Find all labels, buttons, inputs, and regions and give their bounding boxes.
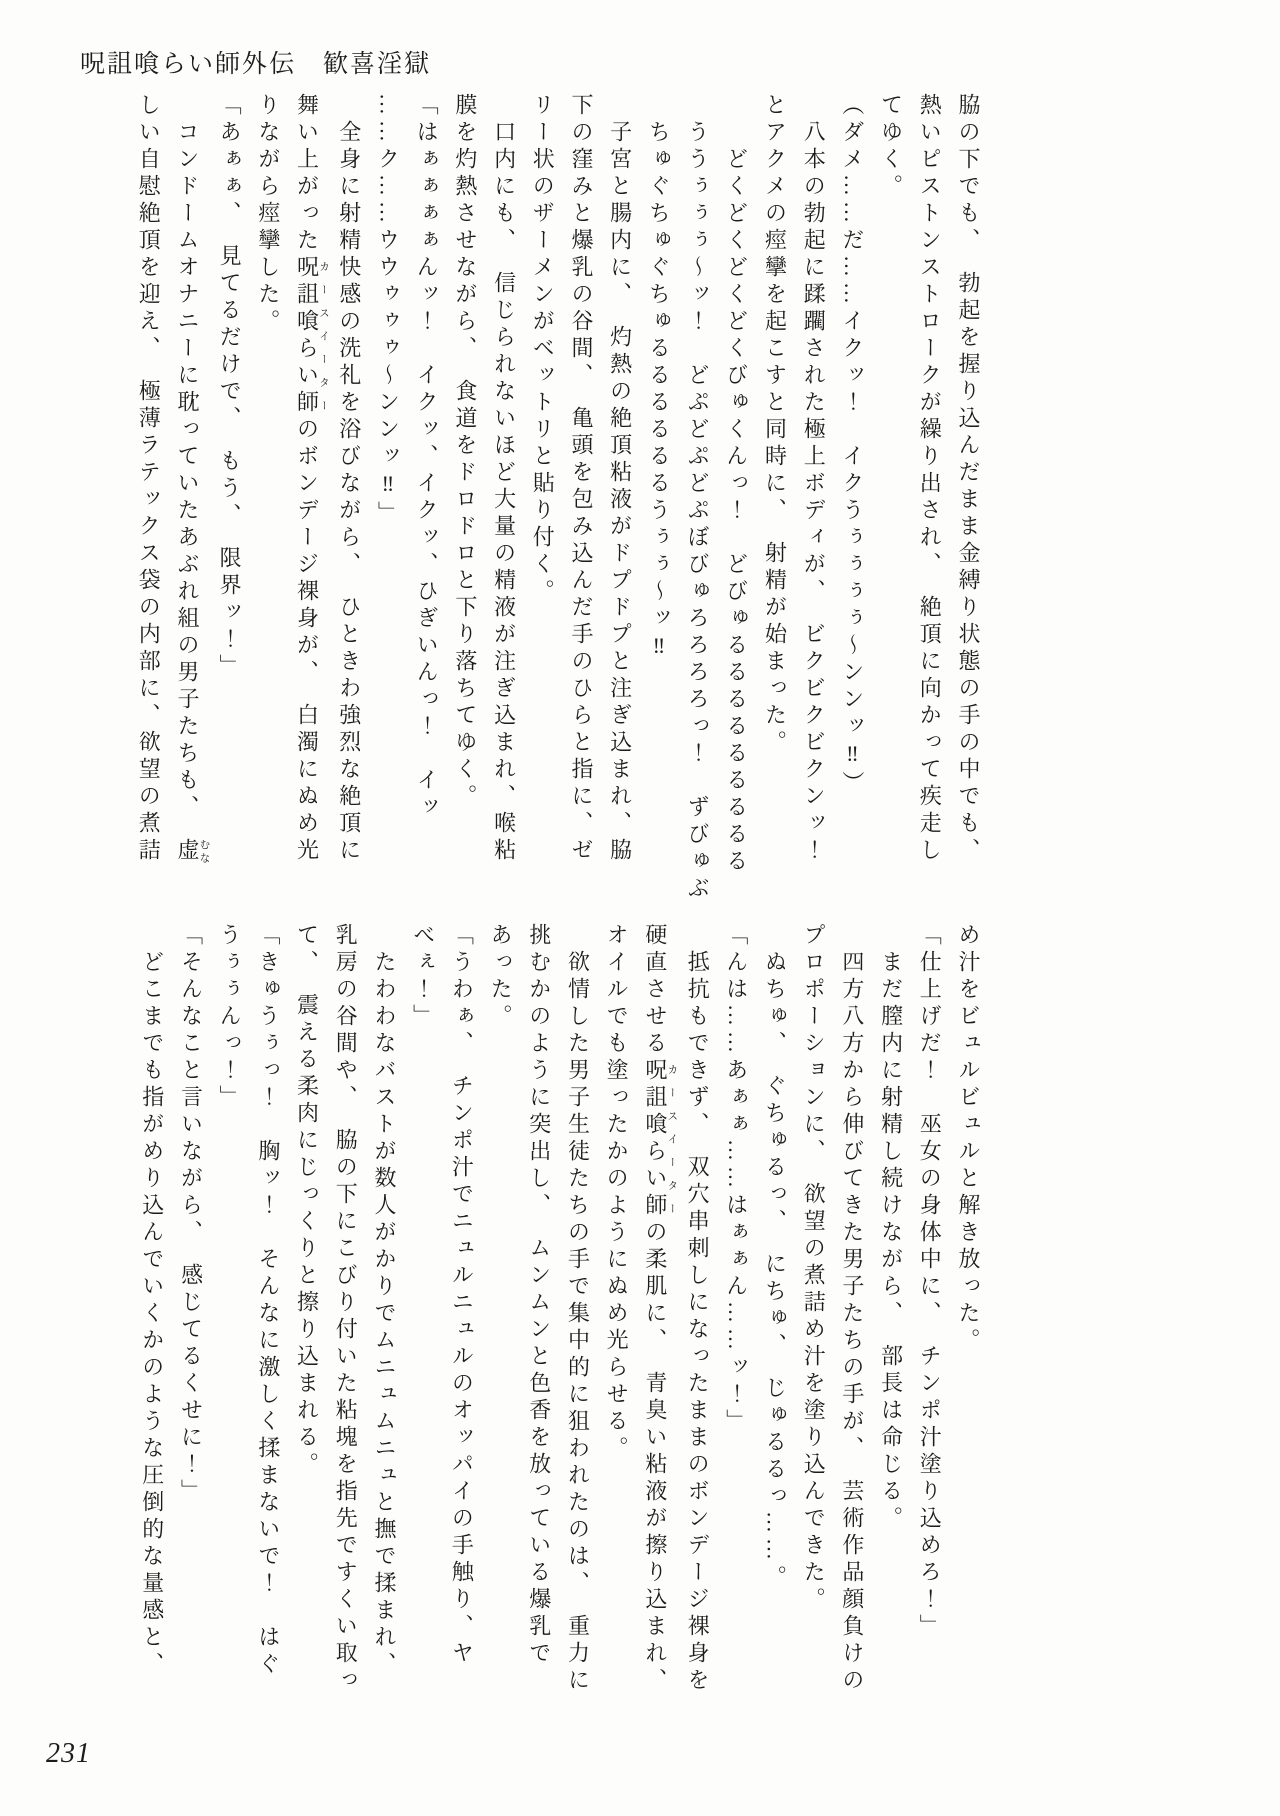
text-column: 欲情した男子生徒たちの手で集中的に狙われたのは、 重力に	[565, 923, 591, 1695]
running-head-title: 呪詛喰らい師外伝 歓喜淫獄	[80, 51, 432, 78]
text-column: コンドームオナニーに耽っていたあぶれ組の男子たちも、 虚むな	[174, 93, 210, 865]
text-column: 脇の下でも、 勃起を握り込んだまま金縛り状態の手の中でも、	[956, 93, 981, 865]
text-column: たわわなバストが数人がかりでムニュムニュと撫で揉まれ、	[371, 923, 397, 1679]
ruby-annotated-word: 呪詛喰らい師カースイーター	[294, 255, 330, 417]
text-column: 熱いピストンストロークが繰り出され、 絶頂に向かって疾走し	[917, 93, 943, 865]
page-number: 231	[46, 1738, 91, 1769]
text-column: 「そんなこと言いながら、 感じてるくせに！」	[178, 923, 204, 1506]
text-column: 乳房の谷間や、 脇の下にこびり付いた粘塊を指先ですくい取っ	[333, 923, 359, 1695]
text-column: ……ク……ウウゥゥゥ～ンンッ‼」	[375, 93, 401, 528]
text-column: まだ膣内に射精し続けながら、 部長は命じる。	[878, 923, 904, 1533]
text-column: プロポーションに、 欲望の煮詰め汁を塗り込んできた。	[801, 923, 827, 1614]
text-column: 抵抗もできず、 双穴串刺しになったままのボンデージ裸身を	[685, 923, 711, 1695]
text-column: どくどくどくどくびゅくんっ！ どびゅるるるるるるるるる	[723, 93, 749, 876]
text-column: 「うわぁ、 チンポ汁でニュルニュルのオッパイの手触り、ヤ	[449, 923, 475, 1668]
text-column: 「きゅうぅっ！ 胸ッ！ そんなに激しく揉まないで！ はぐ	[255, 923, 281, 1679]
text-column: りながら痙攣した。	[255, 93, 281, 336]
top-text-block	[135, 93, 987, 903]
text-column: リー状のザーメンがベットリと貼り付く。	[530, 93, 556, 606]
text-column: うぅぅんっ！」	[217, 923, 243, 1112]
text-column: 四方八方から伸びてきた男子たちの手が、 芸術作品顔負けの	[839, 923, 865, 1695]
text-column: て、 震える柔肉にじっくりと擦り込まれる。	[294, 923, 320, 1479]
text-column: ちゅぐちゅぐちゅるるるるるるうぅぅ～ッ‼	[646, 93, 672, 663]
text-column: 舞い上がった呪詛喰らい師カースイーターのボンデージ裸身が、 白濁にぬめ光	[294, 93, 330, 865]
bottom-text-block	[135, 923, 987, 1713]
text-column: 「んは……あぁぁ……はぁぁん……ッ！」	[723, 923, 749, 1436]
text-column: 下の窪みと爆乳の谷間、 亀頭を包み込んだ手のひらと指に、ゼ	[568, 93, 594, 865]
text-column: ぬちゅ、 ぐちゅるっ、 にちゅ、 じゅるるっ……。	[762, 923, 788, 1592]
text-column: 「仕上げだ！ 巫女の身体中に、 チンポ汁塗り込めろ！」	[917, 923, 943, 1641]
text-column: ううぅぅぅ～ッ！ どぷどぷどぷぼびゅろろろろっ！ ずびゅぶ	[685, 93, 711, 903]
text-column: （ダメ……だ……イクッ！ イクうぅぅぅぅ～ンンッ‼）	[839, 93, 865, 798]
text-column: 挑むかのように突出し、 ムンムンと色香を放っている爆乳で	[526, 923, 552, 1668]
text-column: 「はぁぁぁぁんッ！ イクッ、イクッ、ひぎいんっ！ イッ	[414, 93, 440, 822]
ruby-annotated-word: 虚むな	[174, 838, 210, 865]
text-column: 子宮と腸内に、 灼熱の絶頂粘液がドプドプと注ぎ込まれ、脇	[607, 93, 633, 865]
ruby-annotated-word: 呪詛喰らい師カースイーター	[642, 1058, 678, 1220]
text-column: 全身に射精快感の洗礼を浴びながら、 ひときわ強烈な絶頂に	[336, 93, 362, 865]
text-column: 「あぁぁ、 見てるだけで、 もう、 限界ッ！」	[217, 93, 243, 681]
text-column: 膜を灼熱させながら、 食道をドロドロと下り落ちてゆく。	[452, 93, 478, 811]
text-column: とアクメの痙攣を起こすと同時に、 射精が始まった。	[762, 93, 788, 757]
text-column: あった。	[488, 923, 514, 1031]
text-column: 八本の勃起に蹂躙された極上ボディが、 ビクビクビクンッ！	[801, 93, 827, 865]
text-column: しい自慰絶頂を迎え、 極薄ラテックス袋の内部に、欲望の煮詰	[136, 93, 162, 865]
text-column: 硬直させる呪詛喰らい師カースイーターの柔肌に、 青臭い粘液が擦り込まれ、	[642, 923, 678, 1695]
text-column: め汁をビュルビュルと解き放った。	[956, 923, 981, 1355]
text-column: 口内にも、 信じられないほど大量の精液が注ぎ込まれ、喉粘	[491, 93, 517, 865]
text-column: オイルでも塗ったかのようにぬめ光らせる。	[604, 923, 630, 1463]
text-column: べぇ！」	[410, 923, 436, 1031]
text-column: どこまでも指がめり込んでいくかのような圧倒的な量感と、	[139, 923, 165, 1679]
text-column: てゆく。	[878, 93, 904, 201]
